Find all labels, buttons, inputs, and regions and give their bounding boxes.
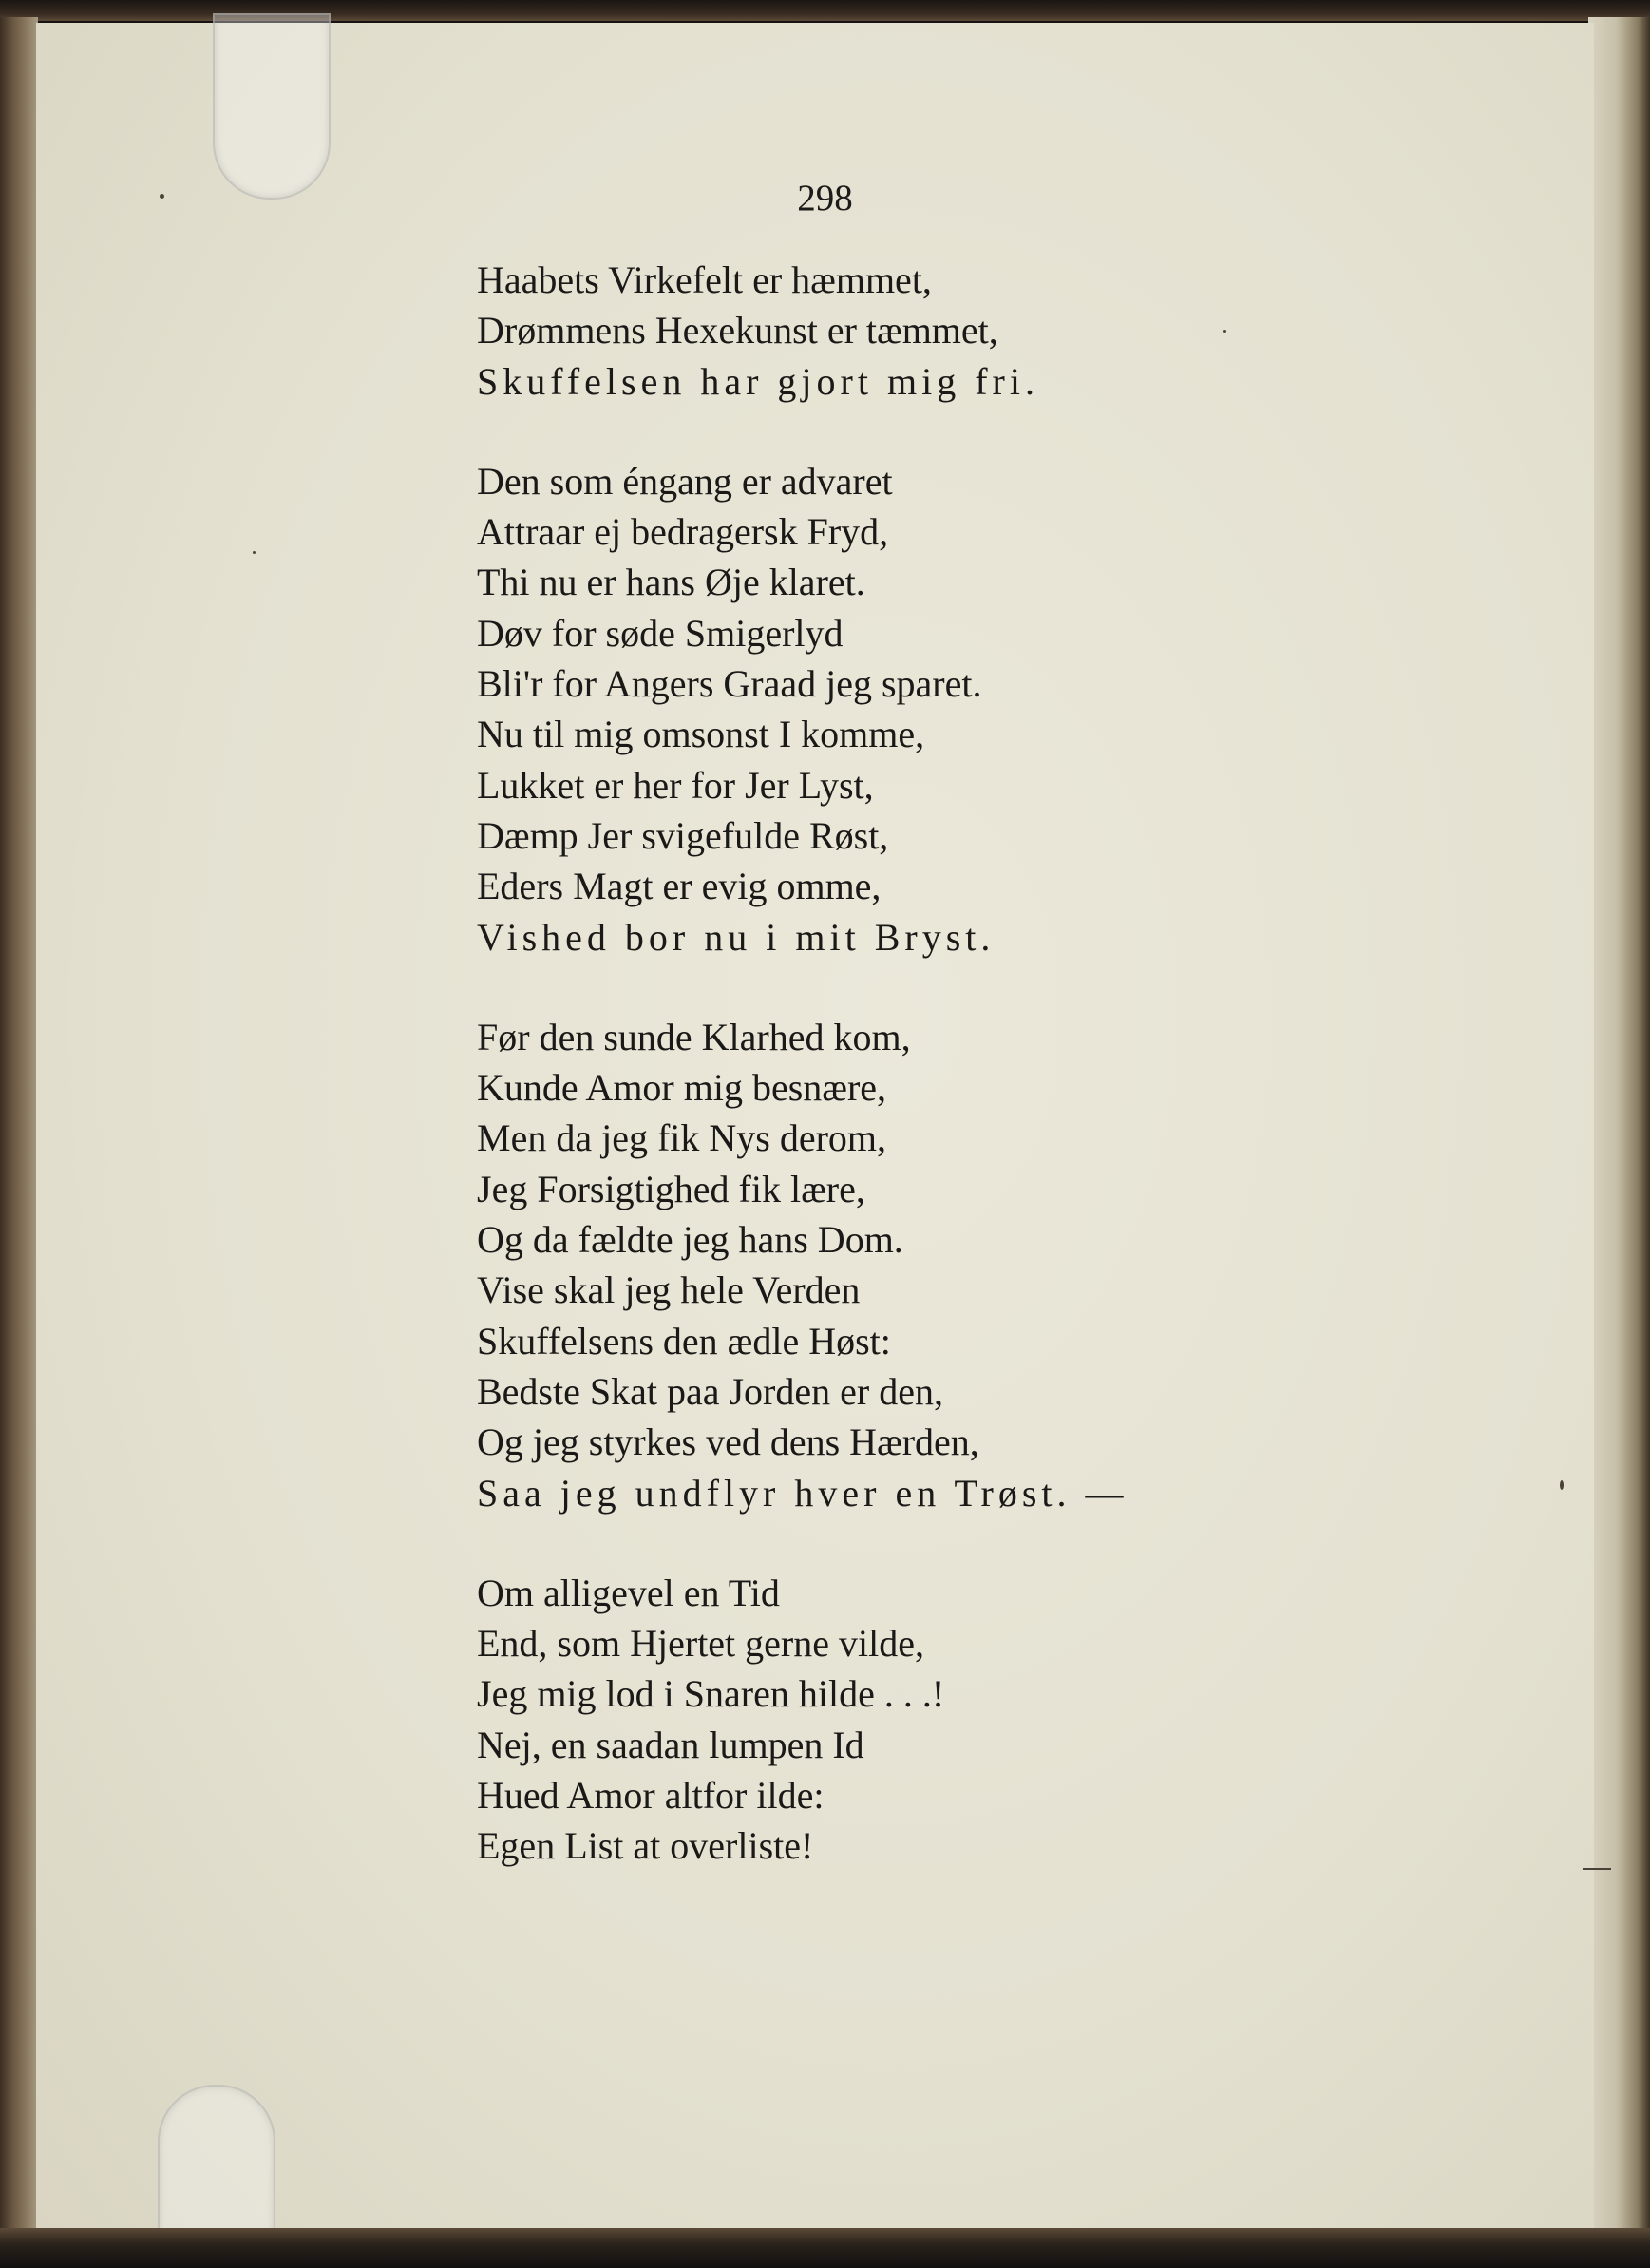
poem-line: Jeg mig lod i Snaren hilde . . .!	[477, 1672, 945, 1716]
poem-line: Attraar ej bedragersk Fryd,	[477, 510, 889, 554]
poem-line: Den som éngang er advaret	[477, 459, 893, 503]
poem-line: Egen List at overliste!	[477, 1824, 814, 1868]
poem-line: Hued Amor altfor ilde:	[477, 1774, 825, 1818]
poem-line: Dæmp Jer svigefulde Røst,	[477, 813, 889, 857]
poem-line: Og jeg styrkes ved dens Hærden,	[477, 1420, 979, 1464]
stanza	[477, 1568, 1128, 1872]
paper-speck	[1223, 330, 1226, 333]
paper-speck	[253, 551, 256, 554]
poem-line: Jeg Forsigtighed fik lære,	[477, 1167, 865, 1210]
poem-line: Og da fældte jeg hans Dom.	[477, 1218, 903, 1262]
bottom-binding	[0, 2228, 1650, 2268]
poem-line: Døv for søde Smigerlyd	[477, 611, 844, 655]
poem-line: Nu til mig omsonst I komme,	[477, 713, 925, 756]
poem-line: Men da jeg fik Nys derom,	[477, 1116, 887, 1160]
poem-line: Om alligevel en Tid	[477, 1571, 780, 1614]
poem-line: Drømmens Hexekunst er tæmmet,	[477, 309, 998, 353]
poem-line: Lukket er her for Jer Lyst,	[477, 763, 874, 807]
paper-speck	[1560, 1480, 1564, 1490]
poem-line: Bedste Skat paa Jorden er den,	[477, 1369, 943, 1413]
stanza	[477, 456, 1128, 962]
stanza	[477, 255, 1128, 407]
poem-line: Saa jeg undflyr hver en Trøst. —	[477, 1471, 1128, 1515]
poem-line: Bli'r for Angers Graad jeg sparet.	[477, 662, 982, 706]
poem-line: Vise skal jeg hele Verden	[477, 1268, 861, 1312]
page-number: 298	[797, 178, 853, 219]
poem-line: Eders Magt er evig omme,	[477, 865, 882, 908]
poem-line: Thi nu er hans Øje klaret.	[477, 561, 865, 604]
poem-line: Kunde Amor mig besnære,	[477, 1066, 887, 1110]
poem-line: Haabets Virkefelt er hæmmet,	[477, 258, 932, 301]
stanza	[477, 1012, 1128, 1518]
right-page-stack	[1588, 17, 1650, 2240]
poem-text	[477, 255, 1128, 1921]
poem-line: End, som Hjertet gerne vilde,	[477, 1622, 924, 1666]
poem-line: Vished bor nu i mit Bryst.	[477, 915, 996, 959]
poem-line: Skuffelsens den ædle Høst:	[477, 1319, 891, 1363]
poem-line: Før den sunde Klarhed kom,	[477, 1015, 911, 1058]
poem-line: Skuffelsen har gjort mig fri.	[477, 359, 1039, 403]
poem-line: Nej, en saadan lumpen Id	[477, 1723, 864, 1766]
paper-speck	[1583, 1868, 1611, 1870]
left-page-edge	[0, 17, 38, 2242]
top-page-clip	[213, 13, 331, 200]
